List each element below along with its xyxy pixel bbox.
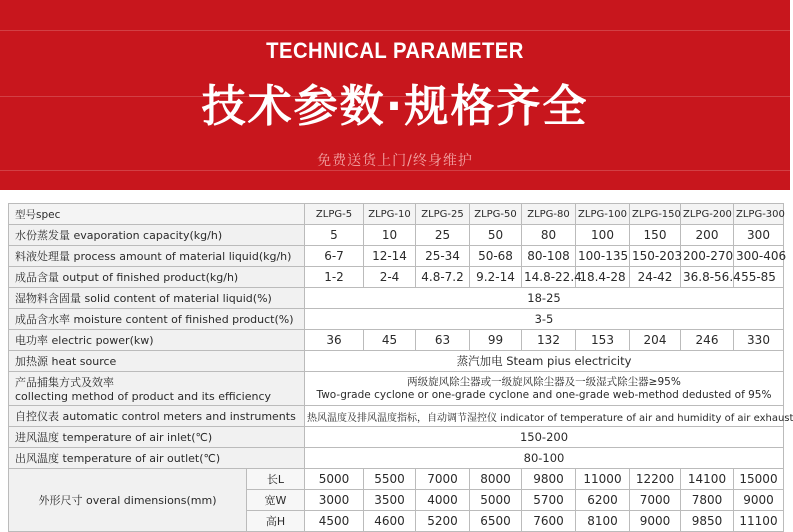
value-cell: 12-14 — [364, 246, 416, 267]
value-cell: 5700 — [522, 490, 576, 511]
row-label: 电功率 electric power(kw) — [9, 330, 305, 351]
value-cell: 24-42 — [630, 267, 681, 288]
table-row — [9, 469, 784, 490]
value-cell: 14.8-22.4 — [522, 267, 576, 288]
table-row — [9, 351, 784, 372]
value-cell: 5500 — [364, 469, 416, 490]
row-label: 湿物料含固量 solid content of material liquid(%) — [9, 288, 305, 309]
table-row — [9, 330, 784, 351]
value-cell: 15000 — [734, 469, 784, 490]
row-label: 加热源 heat source — [9, 351, 305, 372]
value-zh: 两级旋风除尘器或一级旋风除尘器及一级湿式除尘器≥95% — [407, 375, 681, 388]
value-cell: 36 — [305, 330, 364, 351]
row-label-en: collecting method of product and its efficiency — [15, 390, 271, 403]
value-cell: 6-7 — [305, 246, 364, 267]
value-cell: 4600 — [364, 511, 416, 532]
table-row — [9, 267, 784, 288]
table-row — [9, 448, 784, 469]
model-cell: ZLPG-100 — [576, 204, 630, 225]
value-cell: 9800 — [522, 469, 576, 490]
row-label: 自控仪表 automatic control meters and instruments — [9, 406, 305, 427]
row-label: 水份蒸发量 evaporation capacity(kg/h) — [9, 225, 305, 246]
model-cell: ZLPG-5 — [305, 204, 364, 225]
value-en: Two-grade cyclone or one-grade cyclone and one-grade web-method dedusted of 95% — [316, 388, 772, 401]
value-cell: 5000 — [305, 469, 364, 490]
value-cell: 63 — [416, 330, 470, 351]
value-cell: 4.8-7.2 — [416, 267, 470, 288]
value-cell: 18.4-28 — [576, 267, 630, 288]
value-cell: 11000 — [576, 469, 630, 490]
value-cell: 25 — [416, 225, 470, 246]
table-row — [9, 246, 784, 267]
value-cell: 100-135 — [576, 246, 630, 267]
value-cell — [305, 372, 784, 406]
dimension-sub-label: 高H — [247, 511, 305, 532]
table-row — [9, 309, 784, 330]
value-cell: 99 — [470, 330, 522, 351]
value-cell: 4000 — [416, 490, 470, 511]
value-cell: 80 — [522, 225, 576, 246]
value-cell: 热风温度及排风温度指标，自动调节湿控仪 indicator of temperature of air and humidity of air exhaust — [305, 406, 784, 427]
value-cell: 5 — [305, 225, 364, 246]
value-cell: 45 — [364, 330, 416, 351]
model-cell: ZLPG-200 — [681, 204, 734, 225]
value-cell: 300-406 — [734, 246, 784, 267]
value-cell: 100 — [576, 225, 630, 246]
spec-table — [8, 203, 793, 532]
row-label: 出风温度 temperature of air outlet(℃) — [9, 448, 305, 469]
value-cell: 10 — [364, 225, 416, 246]
value-cell: 150-200 — [305, 427, 784, 448]
value-cell: 5200 — [416, 511, 470, 532]
value-cell: 200 — [681, 225, 734, 246]
table-row — [9, 288, 784, 309]
value-cell: 300 — [734, 225, 784, 246]
banner-line — [0, 30, 790, 31]
model-cell: ZLPG-150 — [630, 204, 681, 225]
value-cell: 9000 — [734, 490, 784, 511]
value-cell: 3-5 — [305, 309, 784, 330]
value-cell: 150 — [630, 225, 681, 246]
dimension-sub-label: 长L — [247, 469, 305, 490]
value-cell: 3500 — [364, 490, 416, 511]
value-cell: 132 — [522, 330, 576, 351]
value-cell: 200-270 — [681, 246, 734, 267]
value-cell: 246 — [681, 330, 734, 351]
value-cell: 7000 — [630, 490, 681, 511]
value-cell: 330 — [734, 330, 784, 351]
value-cell: 12200 — [630, 469, 681, 490]
value-cell: 6500 — [470, 511, 522, 532]
model-cell: ZLPG-50 — [470, 204, 522, 225]
value-cell: 蒸汽加电 Steam pius electricity — [305, 351, 784, 372]
value-cell: 14100 — [681, 469, 734, 490]
spec-table-wrap — [8, 203, 793, 531]
value-cell: 7800 — [681, 490, 734, 511]
row-label — [9, 372, 305, 406]
value-cell: 50-68 — [470, 246, 522, 267]
value-cell: 9000 — [630, 511, 681, 532]
spec-label: 型号spec — [9, 204, 305, 225]
value-cell: 150-203 — [630, 246, 681, 267]
table-row — [9, 372, 784, 406]
value-cell: 3000 — [305, 490, 364, 511]
value-cell: 2-4 — [364, 267, 416, 288]
english-title: TECHNICAL PARAMETER — [266, 38, 524, 63]
row-label: 进风温度 temperature of air inlet(℃) — [9, 427, 305, 448]
model-cell: ZLPG-25 — [416, 204, 470, 225]
table-header-row — [9, 204, 784, 225]
value-cell: 4500 — [305, 511, 364, 532]
value-cell: 6200 — [576, 490, 630, 511]
header-banner — [0, 0, 790, 190]
value-cell: 8000 — [470, 469, 522, 490]
subtitle: 免费送货上门/终身维护 — [317, 153, 473, 169]
value-cell: 1-2 — [305, 267, 364, 288]
value-cell: 153 — [576, 330, 630, 351]
value-cell: 11100 — [734, 511, 784, 532]
value-cell: 36.8-56.4 — [681, 267, 734, 288]
value-cell: 8100 — [576, 511, 630, 532]
row-label: 成品含量 output of finished product(kg/h) — [9, 267, 305, 288]
value-cell: 5000 — [470, 490, 522, 511]
table-row — [9, 225, 784, 246]
model-cell: ZLPG-10 — [364, 204, 416, 225]
row-label: 成品含水率 moisture content of finished product(%) — [9, 309, 305, 330]
row-label-zh: 产品捕集方式及效率 — [15, 376, 114, 389]
value-cell: 80-108 — [522, 246, 576, 267]
value-cell: 25-34 — [416, 246, 470, 267]
value-cell: 7600 — [522, 511, 576, 532]
chinese-title: 技术参数·规格齐全 — [201, 81, 589, 132]
value-cell: 9850 — [681, 511, 734, 532]
table-row — [9, 427, 784, 448]
value-cell: 80-100 — [305, 448, 784, 469]
row-label: 料液处理量 process amount of material liquid(kg/h) — [9, 246, 305, 267]
dimension-sub-label: 宽W — [247, 490, 305, 511]
value-cell: 204 — [630, 330, 681, 351]
value-cell: 18-25 — [305, 288, 784, 309]
table-row — [9, 406, 784, 427]
model-cell: ZLPG-80 — [522, 204, 576, 225]
value-cell: 50 — [470, 225, 522, 246]
banner-line — [0, 170, 790, 171]
dimensions-label: 外形尺寸 overal dimensions(mm) — [9, 469, 247, 532]
value-cell: 7000 — [416, 469, 470, 490]
model-cell: ZLPG-300 — [734, 204, 784, 225]
value-cell: 9.2-14 — [470, 267, 522, 288]
value-cell: 55-85 — [734, 267, 784, 288]
